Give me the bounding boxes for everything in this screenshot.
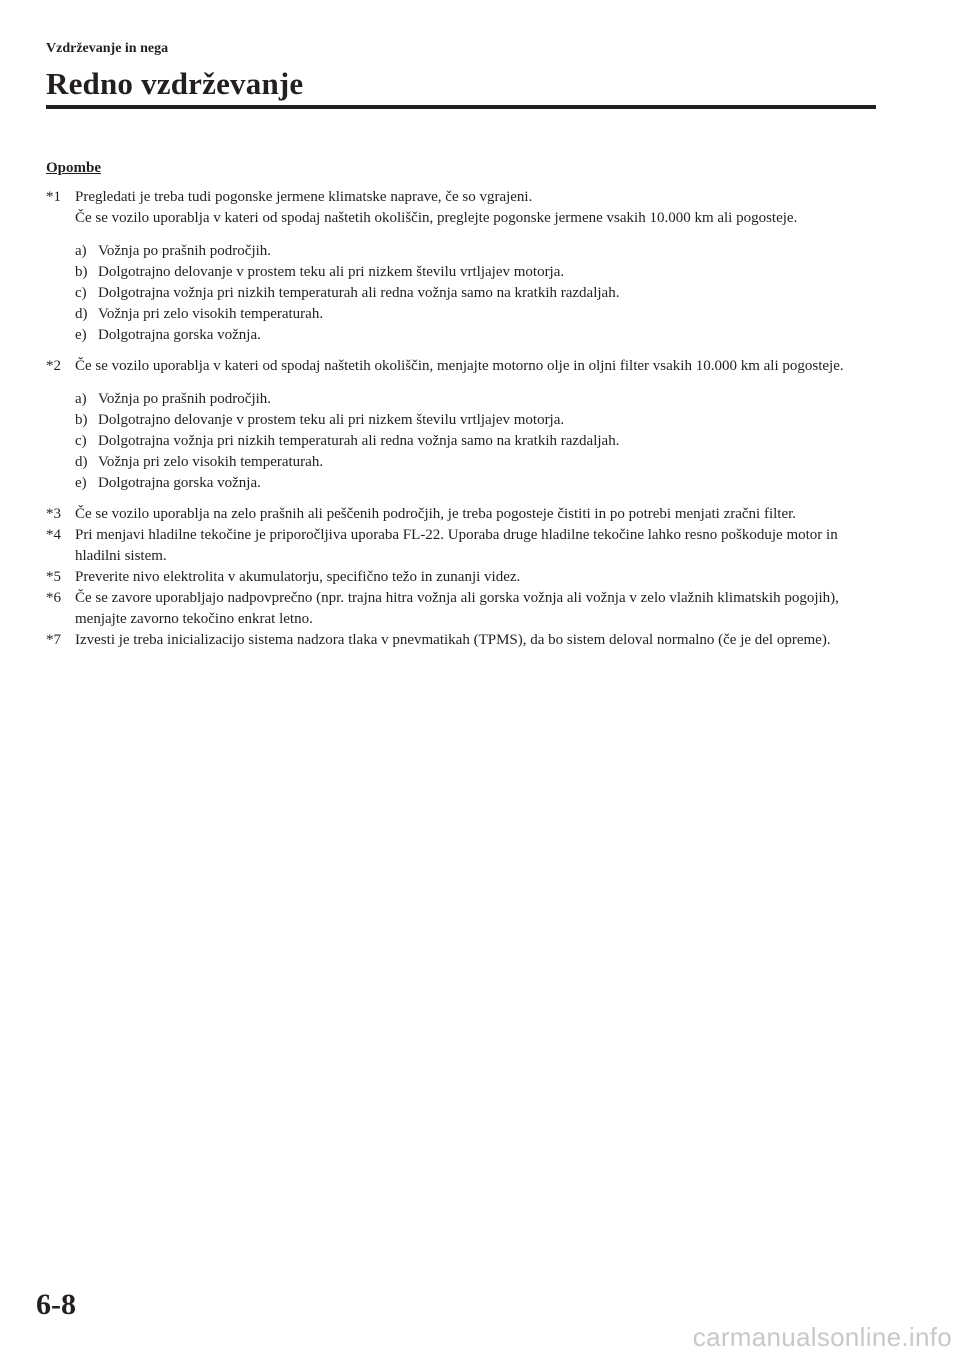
- note-text: Če se vozilo uporablja v kateri od spodaj naštetih okoliščin, preglejte pogonske jermene vsakih 10.000 km ali pogosteje.: [75, 210, 798, 226]
- note-marker: *5: [46, 569, 61, 585]
- list-text: Dolgotrajna vožnja pri nizkih temperaturah ali redna vožnja samo na kratkih razdaljah.: [98, 433, 620, 449]
- note-marker: *1: [46, 189, 61, 205]
- list-item: [75, 241, 876, 262]
- list-text: Vožnja pri zelo visokih temperaturah.: [98, 306, 324, 322]
- list-item: [75, 431, 876, 452]
- note-3: [46, 504, 876, 525]
- list-marker: d): [75, 454, 88, 470]
- note-marker: *4: [46, 527, 61, 543]
- list-item: [75, 283, 876, 304]
- note-text: Preverite nivo elektrolita v akumulatorju, specifično težo in zunanji videz.: [75, 569, 521, 585]
- page-title: Redno vzdrževanje: [46, 66, 304, 101]
- list-item: [75, 262, 876, 283]
- list-marker: a): [75, 391, 87, 407]
- list-marker: a): [75, 243, 87, 259]
- note-1-conditions: [46, 241, 876, 346]
- list-item: [75, 389, 876, 410]
- list-text: Dolgotrajna gorska vožnja.: [98, 475, 261, 491]
- header-rule: [46, 105, 876, 109]
- note-6: [46, 588, 876, 630]
- list-text: Dolgotrajno delovanje v prostem teku ali pri nizkem številu vrtljajev motorja.: [98, 264, 565, 280]
- list-marker: b): [75, 264, 88, 280]
- notes-heading: Opombe: [46, 160, 102, 176]
- page-number: 6-8: [36, 1288, 76, 1321]
- note-4: [46, 525, 876, 567]
- note-text: Izvesti je treba inicializacijo sistema nadzora tlaka v pnevmatikah (TPMS), da bo sistem deloval normalno (če je del opreme).: [75, 632, 831, 648]
- list-text: Vožnja po prašnih področjih.: [98, 243, 272, 259]
- notes-section: [46, 158, 876, 651]
- list-marker: d): [75, 306, 88, 322]
- list-text: Dolgotrajna gorska vožnja.: [98, 327, 261, 343]
- list-item: [75, 452, 876, 473]
- note-7: [46, 630, 876, 651]
- list-item: [75, 304, 876, 325]
- page-header: [46, 40, 303, 103]
- note-text: Če se vozilo uporablja v kateri od spodaj naštetih okoliščin, menjajte motorno olje in oljni filter vsakih 10.000 km ali pogosteje.: [75, 358, 844, 374]
- list-text: Dolgotrajno delovanje v prostem teku ali pri nizkem številu vrtljajev motorja.: [98, 412, 565, 428]
- note-5: [46, 567, 876, 588]
- list-text: Vožnja pri zelo visokih temperaturah.: [98, 454, 324, 470]
- note-marker: *2: [46, 358, 61, 374]
- note-marker: *7: [46, 632, 61, 648]
- list-item: [75, 473, 876, 494]
- section-label: Vzdrževanje in nega: [46, 41, 169, 56]
- list-marker: e): [75, 327, 87, 343]
- list-marker: c): [75, 433, 87, 449]
- list-text: Dolgotrajna vožnja pri nizkih temperaturah ali redna vožnja samo na kratkih razdaljah.: [98, 285, 620, 301]
- note-text: Če se vozilo uporablja na zelo prašnih ali peščenih področjih, je treba pogosteje čistiti in po potrebi menjati zračni filter.: [75, 506, 797, 522]
- list-marker: e): [75, 475, 87, 491]
- note-1: [46, 187, 876, 229]
- note-2: [46, 356, 876, 377]
- note-marker: *6: [46, 590, 61, 606]
- note-text: Če se zavore uporabljajo nadpovprečno (npr. trajna hitra vožnja ali gorska vožnja ali vožnja v zelo vlažnih klimatskih pogojih), menjajte zavorno tekočino enkrat letno.: [75, 590, 839, 627]
- note-text: Pri menjavi hladilne tekočine je priporočljiva uporaba FL-22. Uporaba druge hladilne tekočine lahko resno poškoduje motor in hladilni sistem.: [75, 527, 838, 564]
- note-2-conditions: [46, 389, 876, 494]
- watermark: carmanualsonline.info: [692, 1322, 952, 1352]
- list-item: [75, 410, 876, 431]
- list-item: [75, 325, 876, 346]
- list-marker: b): [75, 412, 88, 428]
- list-marker: c): [75, 285, 87, 301]
- note-marker: *3: [46, 506, 61, 522]
- list-text: Vožnja po prašnih področjih.: [98, 391, 272, 407]
- note-text: Pregledati je treba tudi pogonske jermene klimatske naprave, če so vgrajeni.: [75, 189, 533, 205]
